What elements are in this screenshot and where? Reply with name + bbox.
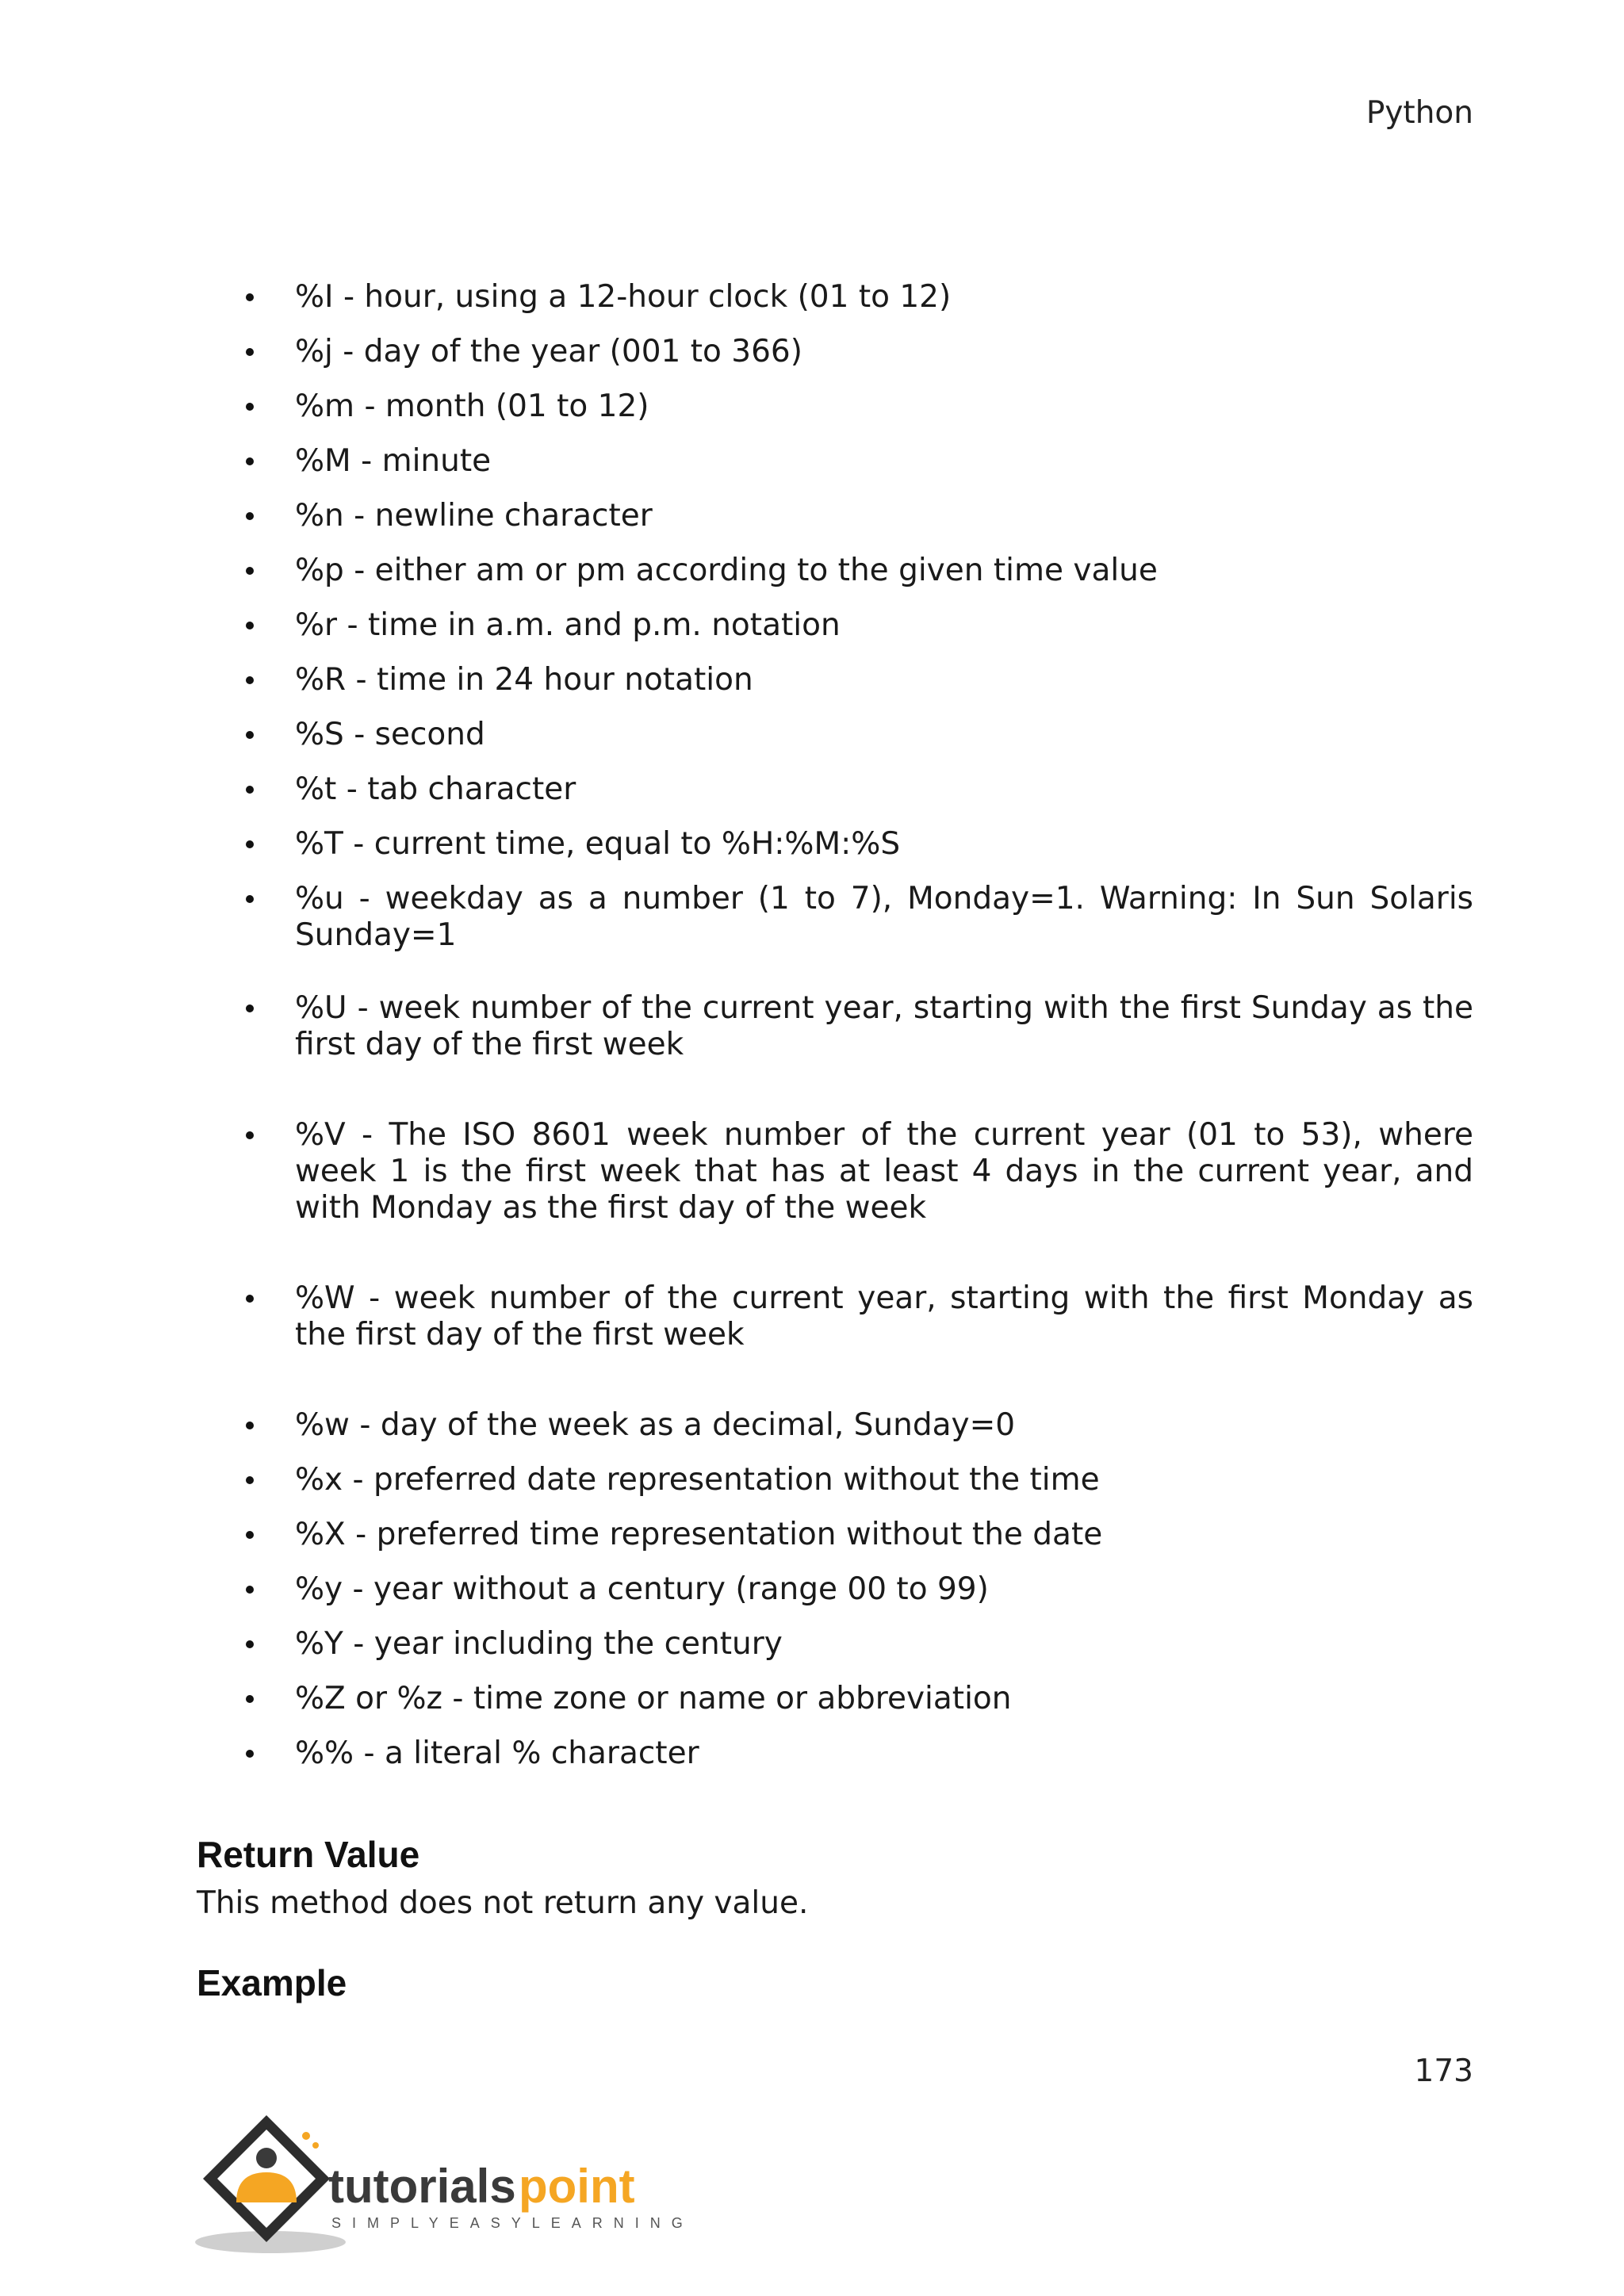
list-item-text: %x - preferred date representation without the time bbox=[295, 1462, 1100, 1498]
list-item-text: %Y - year including the century bbox=[295, 1626, 783, 1662]
list-item bbox=[197, 498, 1473, 534]
list-item bbox=[197, 334, 1473, 370]
list-item bbox=[197, 1626, 1473, 1663]
bullet-icon bbox=[246, 1531, 254, 1539]
list-item-text: %I - hour, using a 12-hour clock (01 to 12) bbox=[295, 279, 952, 315]
bullet-icon bbox=[246, 1295, 254, 1303]
list-item-text: %M - minute bbox=[295, 443, 492, 479]
bullet-icon bbox=[246, 676, 254, 684]
list-item-text: %t - tab character bbox=[295, 771, 576, 807]
bullet-icon bbox=[246, 1004, 254, 1012]
bullet-icon bbox=[246, 1695, 254, 1703]
bullet-icon bbox=[246, 622, 254, 629]
bullet-icon bbox=[246, 293, 254, 301]
return-value-text: This method does not return any value. bbox=[197, 1885, 809, 1921]
logo-wordmark-b: point bbox=[519, 2160, 635, 2213]
list-item bbox=[197, 1280, 1473, 1353]
list-item bbox=[197, 553, 1473, 589]
logo-spark-icon bbox=[312, 2142, 319, 2149]
list-item-text: %W - week number of the current year, starting with the first Monday as the first day of the first week bbox=[295, 1280, 1473, 1353]
list-item bbox=[197, 771, 1473, 808]
list-item-text: %T - current time, equal to %H:%M:%S bbox=[295, 826, 901, 862]
list-item bbox=[197, 990, 1473, 1063]
logo-graphic bbox=[195, 2109, 687, 2260]
list-item-text: %m - month (01 to 12) bbox=[295, 388, 649, 424]
bullet-icon bbox=[246, 895, 254, 903]
bullet-icon bbox=[246, 1750, 254, 1758]
list-item bbox=[197, 881, 1473, 954]
bullet-icon bbox=[246, 403, 254, 411]
bullet-icon bbox=[246, 457, 254, 465]
logo-wordmark-a: tutorials bbox=[328, 2160, 516, 2213]
logo-person-head bbox=[256, 2148, 277, 2168]
list-item-text: %R - time in 24 hour notation bbox=[295, 662, 753, 698]
list-item bbox=[197, 607, 1473, 644]
bullet-icon bbox=[246, 1640, 254, 1648]
bullet-icon bbox=[246, 348, 254, 356]
list-item-text: %y - year without a century (range 00 to 99) bbox=[295, 1571, 989, 1607]
bullet-icon bbox=[246, 731, 254, 739]
bullet-icon bbox=[246, 840, 254, 848]
return-value-heading: Return Value bbox=[197, 1834, 420, 1875]
bullet-icon bbox=[246, 512, 254, 520]
list-item bbox=[197, 1117, 1473, 1226]
list-item-text: %X - preferred time representation without the date bbox=[295, 1517, 1103, 1552]
list-item bbox=[197, 1407, 1473, 1444]
list-item bbox=[197, 388, 1473, 425]
bullet-icon bbox=[246, 567, 254, 575]
list-item-text: %j - day of the year (001 to 366) bbox=[295, 334, 802, 369]
list-item-text: %Z or %z - time zone or name or abbreviation bbox=[295, 1681, 1012, 1716]
list-item-text: %% - a literal % character bbox=[295, 1735, 699, 1771]
running-header: Python bbox=[1365, 95, 1473, 131]
bullet-icon bbox=[246, 1131, 254, 1139]
page-number: 173 bbox=[1414, 2053, 1473, 2089]
logo-tagline: SIMPLYEASYLEARNING bbox=[331, 2215, 687, 2231]
list-item bbox=[197, 826, 1473, 863]
list-item-text: %S - second bbox=[295, 717, 485, 752]
tutorialspoint-logo bbox=[195, 2109, 687, 2260]
bullet-icon bbox=[246, 1586, 254, 1594]
list-item bbox=[197, 1462, 1473, 1498]
list-item bbox=[197, 443, 1473, 480]
list-item-text: %r - time in a.m. and p.m. notation bbox=[295, 607, 841, 643]
list-item bbox=[197, 279, 1473, 316]
list-item bbox=[197, 662, 1473, 698]
logo-spark-icon bbox=[302, 2132, 310, 2140]
bullet-icon bbox=[246, 1476, 254, 1484]
list-item bbox=[197, 1571, 1473, 1608]
list-item bbox=[197, 717, 1473, 753]
list-item-text: %V - The ISO 8601 week number of the current year (01 to 53), where week 1 is the first week that has at least 4 days in the current year, and with Monday as the first day of the week bbox=[295, 1117, 1473, 1226]
list-item-text: %p - either am or pm according to the given time value bbox=[295, 553, 1158, 588]
list-item bbox=[197, 1681, 1473, 1717]
list-item-text: %w - day of the week as a decimal, Sunday=0 bbox=[295, 1407, 1016, 1443]
list-item-text: %U - week number of the current year, starting with the first Sunday as the first day of the first week bbox=[295, 990, 1473, 1062]
format-directive-list bbox=[197, 279, 1473, 1772]
list-item-text: %n - newline character bbox=[295, 498, 653, 534]
list-item bbox=[197, 1735, 1473, 1772]
list-item bbox=[197, 1517, 1473, 1553]
bullet-icon bbox=[246, 786, 254, 794]
example-heading: Example bbox=[197, 1962, 347, 2003]
list-item-text: %u - weekday as a number (1 to 7), Monday=1. Warning: In Sun Solaris Sunday=1 bbox=[295, 881, 1473, 953]
bullet-icon bbox=[246, 1422, 254, 1429]
